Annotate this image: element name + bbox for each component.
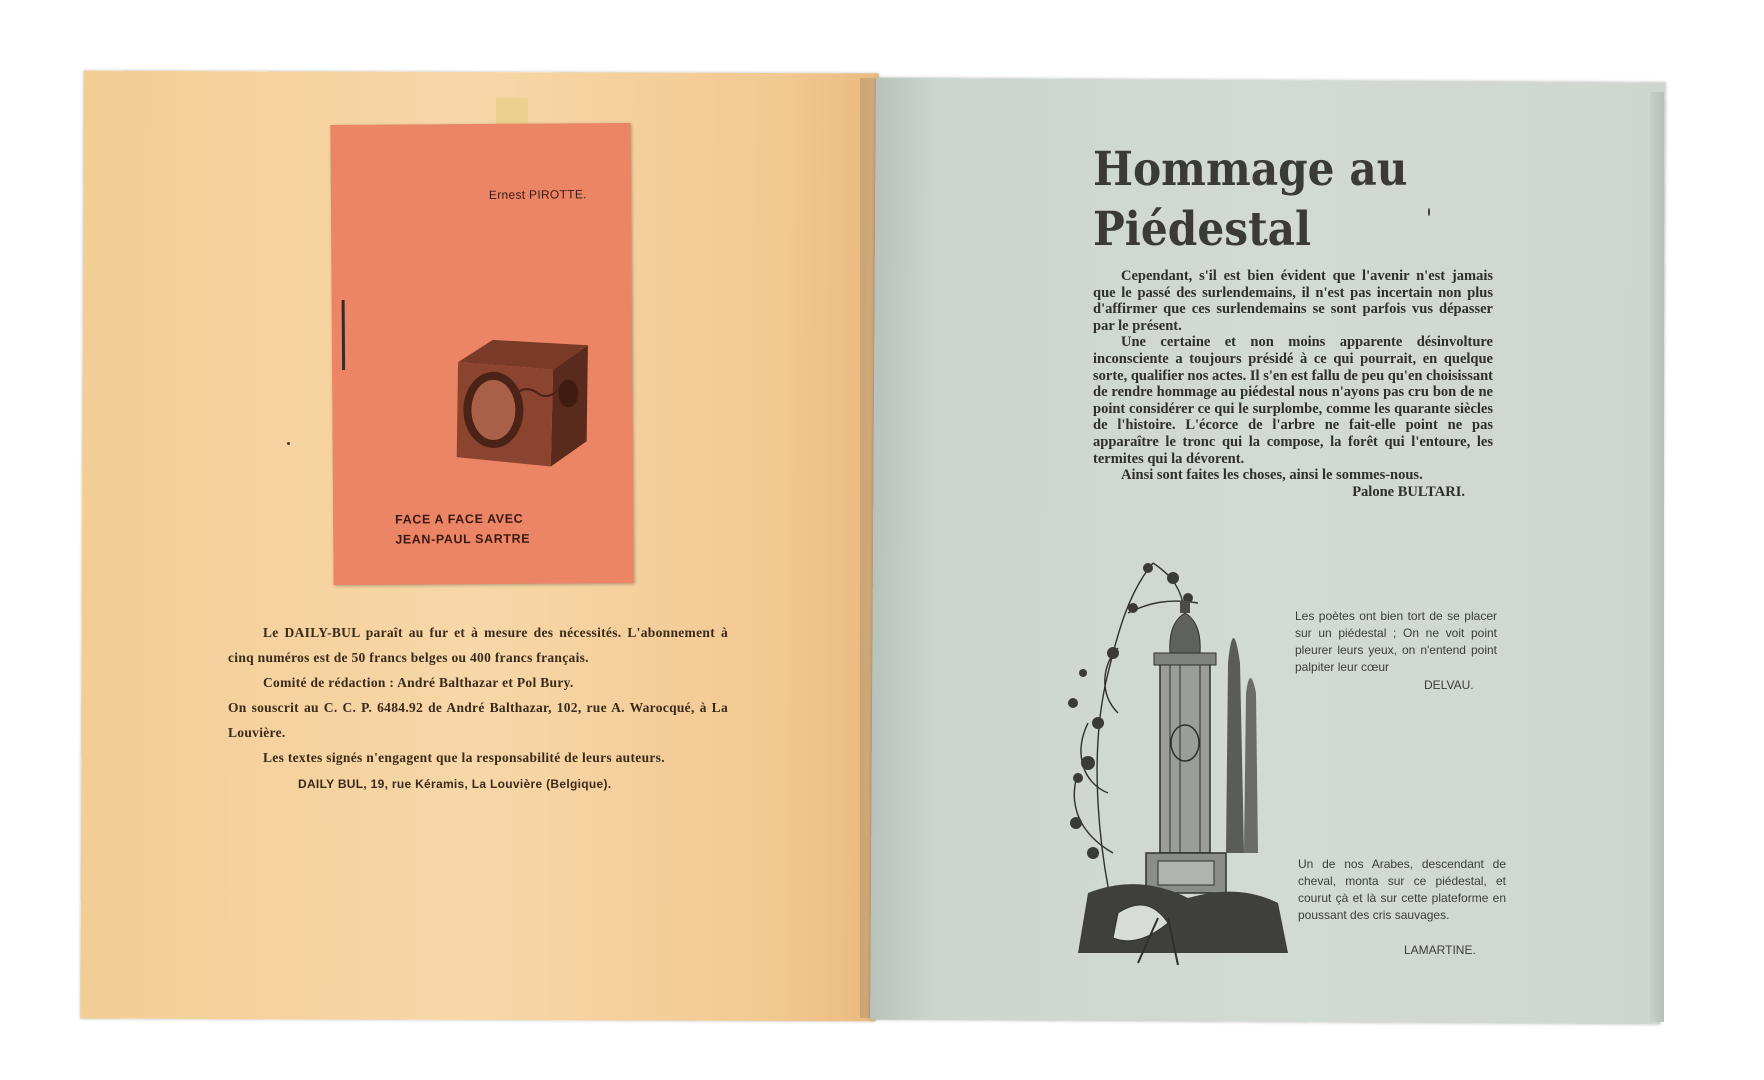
booklet-cover bbox=[330, 123, 633, 585]
page-title-line2: Piédestal bbox=[1093, 202, 1312, 257]
booklet-author: Ernest PIROTTE. bbox=[488, 187, 587, 202]
page-title bbox=[1093, 140, 1407, 260]
colophon bbox=[228, 620, 728, 797]
staple bbox=[342, 300, 345, 370]
essay-paragraph: Ainsi sont faites les choses, ainsi le sommes-nous. bbox=[1121, 467, 1423, 484]
colophon-subscription: Le DAILY-BUL paraît au fur et à mesure des nécessités. L'abonnement à cinq numéros est de 50 francs belges ou 400 francs français. bbox=[228, 625, 728, 665]
booklet-title-line1: FACE A FACE AVEC bbox=[395, 511, 524, 527]
paper-speck bbox=[287, 442, 290, 445]
quote-delvau: Les poètes ont bien tort de se placer sur un piédestal ; On ne voit point pleurer leurs yeux, on n'entend point palpiter leur cœur bbox=[1295, 609, 1497, 674]
colophon-committee: Comité de rédaction : André Balthazar et Pol Bury. bbox=[263, 675, 574, 690]
cube-illustration bbox=[448, 331, 594, 472]
page-title-line1: Hommage au bbox=[1093, 142, 1408, 197]
colophon-disclaimer: Les textes signés n'engagent que la responsabilité de leurs auteurs. bbox=[263, 750, 665, 765]
essay-paragraph: Cependant, s'il est bien évident que l'avenir n'est jamais que le passé des surlendemains, il n'est pas incertain non plus d'affirmer que ces surlendemains se sont parfois vus dépasser par le présent. bbox=[1093, 268, 1493, 334]
colophon-payment: On souscrit au C. C. P. 6484.92 de André Balthazar, 102, rue A. Warocqué, à La Louvière. bbox=[228, 700, 728, 740]
quote-lamartine: Un de nos Arabes, descendant de cheval, monta sur ce piédestal, et courut çà et là sur cette plateforme en poussant des cris sauvages. bbox=[1298, 857, 1506, 922]
essay-paragraph: Une certaine et non moins apparente désinvolture inconsciente a toujours présidé à ce qui pourrait, en quelque sorte, qualifier nos actes. Il s'en est fallu de peu qu'en choisissant de rendre hommage au piédestal nous n'ayons pas cru bon de ne point considérer ce qui le surplombe, comme les quarante siècles de l'histoire. L'écorce de l'arbre ne fait-elle point ne pas apparaître le tronc qui la compose, la forêt qui l'entoure, les termites qui la dévorent. bbox=[1093, 334, 1493, 467]
pedestal-engraving bbox=[1058, 553, 1308, 973]
essay-signature: Palone BULTARI. bbox=[1352, 483, 1465, 500]
quote-delvau-author: DELVAU. bbox=[1424, 678, 1474, 692]
colophon-address: DAILY BUL, 19, rue Kéramis, La Louvière (Belgique). bbox=[298, 777, 612, 791]
quote-lamartine-author: LAMARTINE. bbox=[1404, 943, 1476, 957]
paper-speck bbox=[1428, 208, 1430, 216]
booklet-title-line2: JEAN-PAUL SARTRE bbox=[395, 531, 531, 547]
essay bbox=[1093, 268, 1493, 500]
page-edge bbox=[1650, 92, 1664, 1022]
